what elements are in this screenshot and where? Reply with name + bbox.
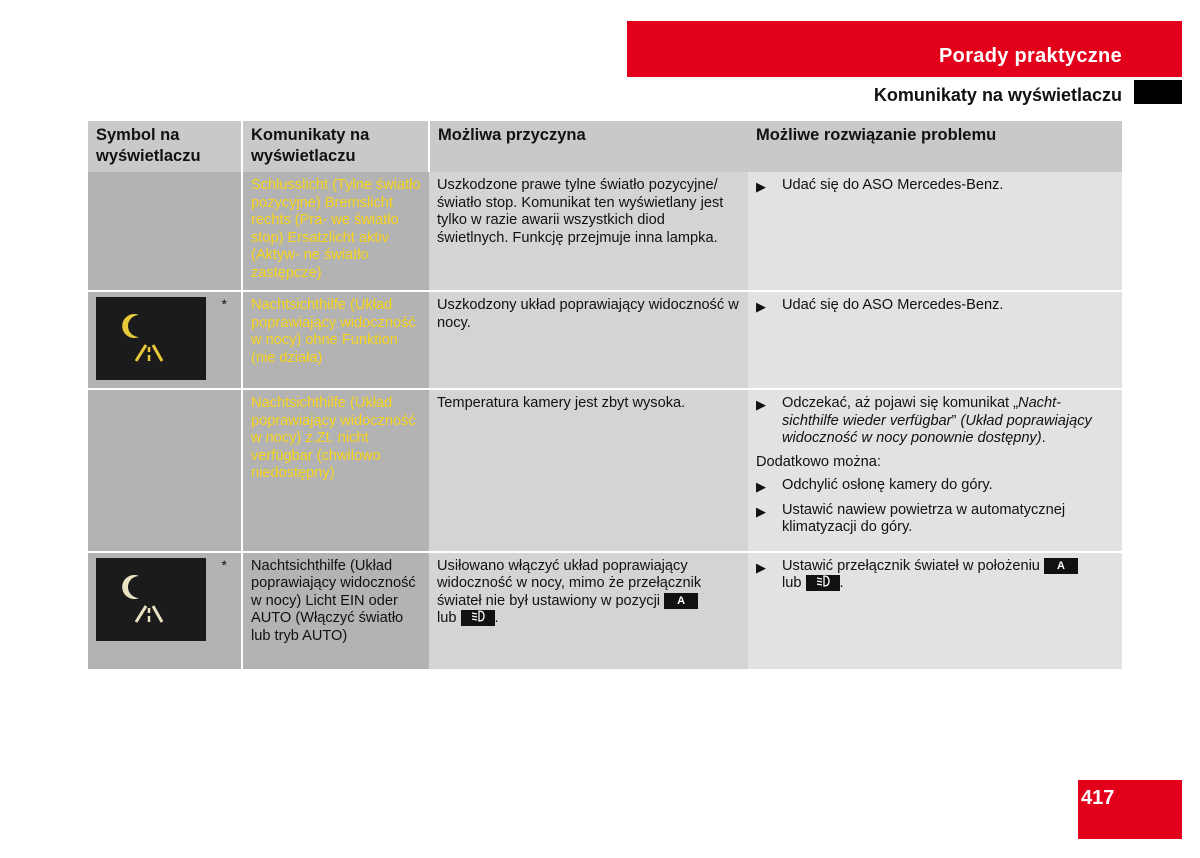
solution-item: ▶ Ustawić nawiew powietrza w automatycznej klimatyzacji do góry. <box>756 501 1066 535</box>
solution-item: ▶ Udać się do ASO Mercedes-Benz. <box>756 297 1004 314</box>
symbol-cell <box>88 172 242 291</box>
solution-cell <box>748 389 1122 552</box>
cause-cell: Uszkodzone prawe tylne światło pozycyjne/światło stop. Komunikat ten wyświetlany jest tylko w razie awarii wszystkich diod świetlnych. Funkcję przejmuje inna lampka. <box>429 172 748 291</box>
arrow-icon: ▶ <box>756 179 766 194</box>
cause-cell: Temperatura kamery jest zbyt wysoka. <box>429 389 748 552</box>
cause-cell: Usiłowano włączyć układ poprawiający widoczność w nocy, mimo że przełącznik świateł nie był ustawiony w pozycji A lub . <box>429 552 748 669</box>
table-row <box>88 172 1122 291</box>
low-beam-icon <box>461 610 495 626</box>
symbol-cell <box>88 291 242 389</box>
auto-badge: A <box>1044 558 1078 574</box>
solution-cell <box>748 552 1122 669</box>
footnote-asterisk: * <box>221 556 227 573</box>
table-row <box>88 291 1122 389</box>
solution-cell <box>748 172 1122 291</box>
header-message: Komunikaty na wyświetlaczu <box>242 121 429 172</box>
subsection-title: Komunikaty na wyświetlaczu <box>873 85 1122 105</box>
night-vision-icon <box>96 558 206 641</box>
message-cell: Nachtsichthilfe (Układ poprawiający widoczność w nocy) Licht EIN oder AUTO (Włączyć światło lub tryb AUTO) <box>242 552 429 669</box>
table-row <box>88 389 1122 552</box>
message-cell: Schlusslicht (Tylne światło pozycyjne) Bremslicht rechts (Pra- we światło stop) Ersatzlicht aktiv (Aktyw- ne światło zastępcze) <box>242 172 429 291</box>
arrow-icon: ▶ <box>756 299 766 314</box>
page-number: 417 <box>1081 787 1115 809</box>
low-beam-icon <box>806 575 840 591</box>
symbol-cell <box>88 389 242 552</box>
message-cell: Nachtsichthilfe (Układ poprawiający widoczność w nocy) z.Zt. nicht verfügbar (chwilowo niedostępny) <box>242 389 429 552</box>
auto-badge: A <box>664 593 698 609</box>
message-cell: Nachtsichthilfe (Układ poprawiający widoczność w nocy) ohne Funktion (nie działa) <box>242 291 429 389</box>
cause-cell: Uszkodzony układ poprawiający widoczność w nocy. <box>429 291 748 389</box>
arrow-icon: ▶ <box>756 503 766 519</box>
header-solution: Możliwe rozwiązanie problemu <box>748 121 1122 172</box>
page-number-tab <box>1078 780 1182 839</box>
arrow-icon: ▶ <box>756 397 766 412</box>
section-banner <box>627 21 1182 77</box>
header-cause: Możliwa przyczyna <box>429 121 748 172</box>
solution-item: ▶ Udać się do ASO Mercedes-Benz. <box>756 177 1004 194</box>
solution-item: ▶ Ustawić przełącznik świateł w położeniu A lub . <box>756 558 1114 593</box>
table-row <box>88 552 1122 669</box>
solution-cell <box>748 291 1122 389</box>
messages-table <box>88 121 1122 669</box>
arrow-icon: ▶ <box>756 559 766 575</box>
solution-item: ▶ Odczekać, aż pojawi się komunikat „Nacht- sichthilfe wieder verfügbar” (Układ poprawiający widoczność w nocy ponownie dostępny). <box>756 395 1092 446</box>
section-title: Porady praktyczne <box>939 45 1122 67</box>
symbol-cell <box>88 552 242 669</box>
subsection-marker <box>1134 80 1182 104</box>
table-header-row <box>88 121 1122 172</box>
arrow-icon: ▶ <box>756 479 766 494</box>
solution-item: ▶ Odchylić osłonę kamery do góry. <box>756 477 993 494</box>
night-vision-icon <box>96 297 206 380</box>
solution-extra-label: Dodatkowo można: <box>756 453 881 470</box>
header-symbol: Symbol na wyświetlaczu <box>88 121 242 172</box>
footnote-asterisk: * <box>221 296 227 312</box>
